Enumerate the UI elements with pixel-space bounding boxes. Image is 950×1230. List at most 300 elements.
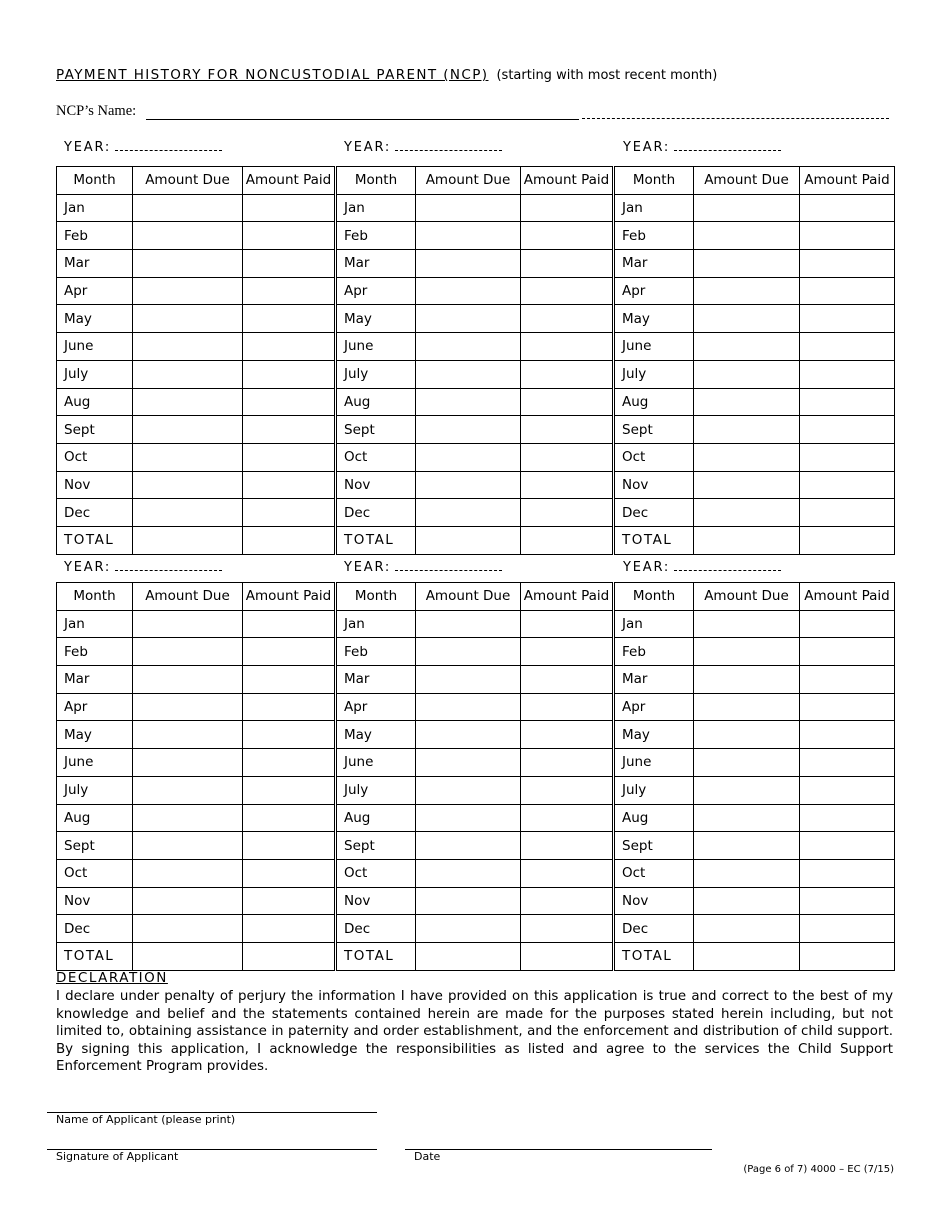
payment-table-2 — [56, 582, 895, 971]
month-cell: June — [57, 749, 133, 777]
amount-due-cell[interactable] — [416, 610, 521, 638]
total-paid-cell[interactable] — [243, 942, 336, 970]
amount-paid-cell[interactable] — [521, 443, 614, 471]
amount-paid-cell[interactable] — [243, 333, 336, 361]
table-row — [57, 443, 895, 471]
amount-due-cell[interactable] — [694, 887, 800, 915]
amount-due-cell[interactable] — [133, 666, 243, 694]
month-cell: Jan — [614, 610, 694, 638]
month-cell: Sept — [614, 416, 694, 444]
amount-paid-cell[interactable] — [243, 859, 336, 887]
year-label: YEAR: — [623, 560, 671, 575]
month-cell: July — [336, 360, 416, 388]
amount-paid-cell[interactable] — [521, 499, 614, 527]
month-cell: July — [57, 776, 133, 804]
amount-paid-cell[interactable] — [800, 859, 895, 887]
amount-due-cell[interactable] — [416, 250, 521, 278]
month-cell: Apr — [336, 277, 416, 305]
amount-due-cell[interactable] — [133, 305, 243, 333]
amount-paid-cell[interactable] — [800, 388, 895, 416]
amount-paid-cell[interactable] — [800, 416, 895, 444]
amount-paid-cell[interactable] — [521, 194, 614, 222]
amount-due-cell[interactable] — [694, 749, 800, 777]
amount-paid-cell[interactable] — [243, 416, 336, 444]
amount-due-cell[interactable] — [694, 638, 800, 666]
table-row — [57, 610, 895, 638]
month-cell: Mar — [336, 666, 416, 694]
month-cell: Mar — [614, 250, 694, 278]
amount-paid-cell[interactable] — [800, 776, 895, 804]
amount-due-cell[interactable] — [694, 693, 800, 721]
amount-paid-cell[interactable] — [243, 887, 336, 915]
amount-paid-cell[interactable] — [800, 222, 895, 250]
amount-due-cell[interactable] — [416, 832, 521, 860]
year-field-1[interactable] — [64, 140, 222, 155]
month-cell: May — [614, 305, 694, 333]
amount-due-cell[interactable] — [694, 666, 800, 694]
amount-paid-cell[interactable] — [243, 693, 336, 721]
amount-paid-column-header: Amount Paid — [243, 167, 336, 195]
year-field-3[interactable] — [623, 140, 781, 155]
amount-paid-cell[interactable] — [243, 499, 336, 527]
month-cell: Nov — [614, 887, 694, 915]
amount-paid-cell[interactable] — [800, 887, 895, 915]
month-column-header: Month — [57, 167, 133, 195]
amount-due-cell[interactable] — [416, 194, 521, 222]
month-cell: Oct — [614, 443, 694, 471]
amount-paid-cell[interactable] — [243, 832, 336, 860]
total-paid-cell[interactable] — [521, 526, 614, 554]
amount-paid-cell[interactable] — [521, 471, 614, 499]
total-label-cell: TOTAL — [336, 526, 416, 554]
amount-due-cell[interactable] — [416, 388, 521, 416]
amount-due-cell[interactable] — [694, 416, 800, 444]
month-cell: Apr — [57, 693, 133, 721]
table-row — [57, 638, 895, 666]
ncp-name-field[interactable] — [146, 119, 579, 120]
amount-due-cell[interactable] — [133, 333, 243, 361]
amount-paid-cell[interactable] — [521, 610, 614, 638]
month-cell: Mar — [57, 250, 133, 278]
payment-table-1 — [56, 166, 895, 555]
amount-due-cell[interactable] — [694, 721, 800, 749]
month-cell: Sept — [336, 416, 416, 444]
amount-due-cell[interactable] — [694, 194, 800, 222]
total-paid-cell[interactable] — [521, 942, 614, 970]
amount-due-cell[interactable] — [133, 610, 243, 638]
amount-paid-cell[interactable] — [800, 194, 895, 222]
amount-paid-cell[interactable] — [800, 360, 895, 388]
month-cell: May — [336, 305, 416, 333]
amount-due-cell[interactable] — [133, 443, 243, 471]
year-blank[interactable] — [674, 561, 781, 571]
amount-due-cell[interactable] — [133, 693, 243, 721]
amount-due-cell[interactable] — [694, 915, 800, 943]
amount-paid-cell[interactable] — [800, 638, 895, 666]
month-column-header: Month — [614, 167, 694, 195]
month-cell: Mar — [57, 666, 133, 694]
amount-paid-cell[interactable] — [243, 250, 336, 278]
amount-paid-cell[interactable] — [243, 721, 336, 749]
month-cell: Oct — [57, 443, 133, 471]
amount-paid-cell[interactable] — [521, 915, 614, 943]
amount-due-cell[interactable] — [694, 859, 800, 887]
amount-due-cell[interactable] — [133, 416, 243, 444]
amount-paid-cell[interactable] — [521, 638, 614, 666]
amount-due-cell[interactable] — [694, 499, 800, 527]
amount-paid-cell[interactable] — [521, 693, 614, 721]
amount-paid-cell[interactable] — [521, 832, 614, 860]
amount-paid-cell[interactable] — [521, 887, 614, 915]
table-row — [57, 693, 895, 721]
amount-paid-cell[interactable] — [800, 832, 895, 860]
amount-paid-cell[interactable] — [521, 333, 614, 361]
amount-paid-cell[interactable] — [243, 388, 336, 416]
date-line[interactable] — [405, 1149, 712, 1150]
month-cell: Mar — [336, 250, 416, 278]
amount-paid-cell[interactable] — [243, 610, 336, 638]
year-blank[interactable] — [115, 561, 222, 571]
amount-due-cell[interactable] — [416, 666, 521, 694]
amount-due-cell[interactable] — [133, 804, 243, 832]
month-cell: Feb — [336, 222, 416, 250]
year-blank[interactable] — [674, 141, 781, 151]
total-label-cell: TOTAL — [336, 942, 416, 970]
amount-paid-cell[interactable] — [521, 305, 614, 333]
month-column-header: Month — [57, 583, 133, 611]
amount-paid-cell[interactable] — [800, 277, 895, 305]
amount-due-cell[interactable] — [416, 443, 521, 471]
month-cell: Jan — [57, 194, 133, 222]
amount-paid-cell[interactable] — [243, 360, 336, 388]
month-cell: May — [614, 721, 694, 749]
amount-due-cell[interactable] — [694, 443, 800, 471]
month-cell: Aug — [336, 804, 416, 832]
month-column-header: Month — [336, 583, 416, 611]
amount-paid-cell[interactable] — [800, 499, 895, 527]
month-cell: Feb — [57, 222, 133, 250]
amount-due-cell[interactable] — [416, 305, 521, 333]
month-cell: Feb — [614, 638, 694, 666]
month-cell: Aug — [57, 388, 133, 416]
month-cell: June — [336, 333, 416, 361]
amount-due-cell[interactable] — [416, 804, 521, 832]
amount-paid-cell[interactable] — [521, 250, 614, 278]
amount-due-column-header: Amount Due — [416, 167, 521, 195]
amount-due-cell[interactable] — [694, 250, 800, 278]
total-row — [57, 526, 895, 554]
amount-due-cell[interactable] — [694, 804, 800, 832]
table-row — [57, 333, 895, 361]
amount-paid-cell[interactable] — [800, 666, 895, 694]
amount-paid-cell[interactable] — [800, 915, 895, 943]
month-cell: June — [614, 333, 694, 361]
month-cell: Aug — [614, 804, 694, 832]
year-blank[interactable] — [395, 141, 502, 151]
total-row — [57, 942, 895, 970]
amount-paid-column-header: Amount Paid — [521, 167, 614, 195]
table-row — [57, 776, 895, 804]
amount-due-cell[interactable] — [416, 721, 521, 749]
table-row — [57, 666, 895, 694]
amount-due-cell[interactable] — [133, 832, 243, 860]
amount-paid-cell[interactable] — [800, 250, 895, 278]
amount-due-cell[interactable] — [133, 721, 243, 749]
date-label: Date — [414, 1150, 441, 1163]
amount-due-cell[interactable] — [416, 915, 521, 943]
amount-paid-cell[interactable] — [243, 804, 336, 832]
amount-due-cell[interactable] — [416, 638, 521, 666]
amount-paid-cell[interactable] — [800, 804, 895, 832]
month-cell: Nov — [57, 887, 133, 915]
form-title: PAYMENT HISTORY FOR NONCUSTODIAL PARENT (NCP) — [56, 67, 489, 83]
amount-paid-cell[interactable] — [243, 638, 336, 666]
amount-due-cell[interactable] — [694, 388, 800, 416]
total-label-cell: TOTAL — [614, 942, 694, 970]
total-paid-cell[interactable] — [800, 942, 895, 970]
month-cell: Aug — [336, 388, 416, 416]
table-row — [57, 721, 895, 749]
amount-paid-cell[interactable] — [521, 859, 614, 887]
amount-due-cell[interactable] — [416, 333, 521, 361]
signature-label: Signature of Applicant — [56, 1150, 179, 1163]
table-row — [57, 471, 895, 499]
amount-paid-cell[interactable] — [521, 749, 614, 777]
month-cell: Feb — [614, 222, 694, 250]
form-subtitle: (starting with most recent month) — [496, 68, 718, 83]
month-cell: May — [336, 721, 416, 749]
amount-paid-cell[interactable] — [521, 388, 614, 416]
year-blank[interactable] — [395, 561, 502, 571]
total-paid-cell[interactable] — [800, 526, 895, 554]
amount-paid-column-header: Amount Paid — [521, 583, 614, 611]
amount-due-cell[interactable] — [416, 416, 521, 444]
amount-due-cell[interactable] — [416, 471, 521, 499]
month-cell: Dec — [614, 915, 694, 943]
declaration-heading: DECLARATION — [56, 970, 168, 986]
table-row — [57, 915, 895, 943]
year-label: YEAR: — [344, 560, 392, 575]
amount-paid-cell[interactable] — [800, 610, 895, 638]
month-cell: Nov — [336, 471, 416, 499]
amount-due-cell[interactable] — [694, 776, 800, 804]
table-row — [57, 887, 895, 915]
month-cell: Oct — [57, 859, 133, 887]
amount-due-column-header: Amount Due — [133, 583, 243, 611]
month-cell: Jan — [614, 194, 694, 222]
amount-due-cell[interactable] — [416, 693, 521, 721]
table-row — [57, 416, 895, 444]
year-field-4[interactable] — [64, 560, 222, 575]
month-cell: Sept — [336, 832, 416, 860]
amount-paid-cell[interactable] — [800, 693, 895, 721]
table-row — [57, 859, 895, 887]
month-cell: Oct — [336, 443, 416, 471]
year-blank[interactable] — [115, 141, 222, 151]
month-cell: May — [57, 721, 133, 749]
amount-paid-cell[interactable] — [800, 443, 895, 471]
month-cell: Feb — [336, 638, 416, 666]
amount-due-cell[interactable] — [133, 194, 243, 222]
total-due-cell[interactable] — [133, 526, 243, 554]
total-label-cell: TOTAL — [614, 526, 694, 554]
amount-paid-cell[interactable] — [243, 471, 336, 499]
amount-due-cell[interactable] — [416, 776, 521, 804]
amount-paid-cell[interactable] — [521, 666, 614, 694]
table-header-row — [57, 167, 895, 195]
amount-paid-cell[interactable] — [521, 721, 614, 749]
month-cell: June — [614, 749, 694, 777]
month-cell: Aug — [57, 804, 133, 832]
year-field-6[interactable] — [623, 560, 781, 575]
amount-due-cell[interactable] — [133, 471, 243, 499]
amount-due-cell[interactable] — [133, 360, 243, 388]
amount-due-cell[interactable] — [694, 360, 800, 388]
amount-paid-cell[interactable] — [243, 749, 336, 777]
amount-due-cell[interactable] — [133, 776, 243, 804]
year-label: YEAR: — [64, 140, 112, 155]
amount-due-cell[interactable] — [133, 222, 243, 250]
total-paid-cell[interactable] — [243, 526, 336, 554]
month-cell: June — [57, 333, 133, 361]
amount-due-cell[interactable] — [133, 749, 243, 777]
month-cell: Dec — [336, 915, 416, 943]
year-field-2[interactable] — [344, 140, 502, 155]
month-cell: June — [336, 749, 416, 777]
amount-due-cell[interactable] — [694, 610, 800, 638]
amount-paid-cell[interactable] — [800, 749, 895, 777]
amount-due-cell[interactable] — [133, 859, 243, 887]
amount-paid-cell[interactable] — [521, 277, 614, 305]
amount-paid-column-header: Amount Paid — [243, 583, 336, 611]
amount-due-cell[interactable] — [416, 749, 521, 777]
amount-paid-cell[interactable] — [243, 915, 336, 943]
page-footer: (Page 6 of 7) 4000 – EC (7/15) — [743, 1164, 894, 1175]
amount-due-cell[interactable] — [133, 499, 243, 527]
ncp-name-field-dashed[interactable] — [582, 118, 889, 119]
total-due-cell[interactable] — [416, 526, 521, 554]
amount-due-cell[interactable] — [416, 222, 521, 250]
month-cell: Dec — [336, 499, 416, 527]
amount-due-cell[interactable] — [416, 887, 521, 915]
month-cell: Sept — [57, 832, 133, 860]
ncp-name-label: NCP’s Name: — [56, 103, 137, 119]
table-row — [57, 388, 895, 416]
month-cell: Nov — [57, 471, 133, 499]
total-due-cell[interactable] — [694, 526, 800, 554]
amount-due-column-header: Amount Due — [694, 583, 800, 611]
applicant-name-label: Name of Applicant (please print) — [56, 1113, 236, 1126]
amount-paid-cell[interactable] — [243, 222, 336, 250]
table-row — [57, 360, 895, 388]
month-cell: July — [336, 776, 416, 804]
table-row — [57, 222, 895, 250]
amount-paid-cell[interactable] — [243, 194, 336, 222]
amount-due-cell[interactable] — [694, 471, 800, 499]
month-cell: Sept — [57, 416, 133, 444]
amount-paid-cell[interactable] — [521, 222, 614, 250]
amount-due-column-header: Amount Due — [416, 583, 521, 611]
month-cell: Dec — [57, 499, 133, 527]
total-due-cell[interactable] — [694, 942, 800, 970]
year-field-5[interactable] — [344, 560, 502, 575]
amount-paid-cell[interactable] — [243, 776, 336, 804]
month-column-header: Month — [336, 167, 416, 195]
amount-due-cell[interactable] — [694, 832, 800, 860]
month-cell: Feb — [57, 638, 133, 666]
month-cell: Apr — [614, 693, 694, 721]
table-row — [57, 804, 895, 832]
amount-due-cell[interactable] — [416, 360, 521, 388]
total-due-cell[interactable] — [416, 942, 521, 970]
amount-due-cell[interactable] — [416, 277, 521, 305]
declaration-text: I declare under penalty of perjury the information I have provided on this application is true and correct to the best of my knowledge and belief and the statements contained herein are made for the purposes stated herein including, but not limited to, obtaining assistance in paternity and order establishment, and the enforcement and distribution of child support. By signing this application, I acknowledge the responsibilities as listed and agree to the services the Child Support Enforcement Program provides. — [56, 989, 893, 1075]
month-cell: Oct — [614, 859, 694, 887]
amount-due-cell[interactable] — [133, 388, 243, 416]
month-cell: Apr — [336, 693, 416, 721]
amount-due-cell[interactable] — [694, 305, 800, 333]
table-row — [57, 749, 895, 777]
amount-paid-cell[interactable] — [521, 416, 614, 444]
amount-paid-cell[interactable] — [800, 721, 895, 749]
amount-due-cell[interactable] — [694, 333, 800, 361]
month-cell: Apr — [57, 277, 133, 305]
amount-paid-cell[interactable] — [243, 443, 336, 471]
year-label: YEAR: — [623, 140, 671, 155]
amount-paid-cell[interactable] — [243, 277, 336, 305]
amount-due-cell[interactable] — [133, 250, 243, 278]
month-cell: May — [57, 305, 133, 333]
amount-paid-cell[interactable] — [243, 666, 336, 694]
amount-due-cell[interactable] — [133, 638, 243, 666]
month-cell: Nov — [336, 887, 416, 915]
amount-paid-cell[interactable] — [521, 804, 614, 832]
amount-paid-cell[interactable] — [800, 305, 895, 333]
table-row — [57, 832, 895, 860]
table-row — [57, 250, 895, 278]
table-row — [57, 305, 895, 333]
total-label-cell: TOTAL — [57, 526, 133, 554]
amount-paid-cell[interactable] — [521, 776, 614, 804]
amount-due-cell[interactable] — [133, 277, 243, 305]
month-cell: July — [614, 360, 694, 388]
amount-paid-cell[interactable] — [521, 360, 614, 388]
month-cell: Oct — [336, 859, 416, 887]
month-cell: Dec — [57, 915, 133, 943]
amount-due-cell[interactable] — [416, 499, 521, 527]
table-row — [57, 194, 895, 222]
total-due-cell[interactable] — [133, 942, 243, 970]
month-cell: Nov — [614, 471, 694, 499]
amount-paid-column-header: Amount Paid — [800, 583, 895, 611]
table-header-row — [57, 583, 895, 611]
month-cell: Aug — [614, 388, 694, 416]
month-cell: Apr — [614, 277, 694, 305]
amount-due-cell[interactable] — [694, 277, 800, 305]
amount-due-cell[interactable] — [416, 859, 521, 887]
amount-due-cell[interactable] — [694, 222, 800, 250]
month-cell: Dec — [614, 499, 694, 527]
amount-due-cell[interactable] — [133, 915, 243, 943]
amount-paid-column-header: Amount Paid — [800, 167, 895, 195]
amount-paid-cell[interactable] — [243, 305, 336, 333]
amount-paid-cell[interactable] — [800, 333, 895, 361]
month-cell: July — [57, 360, 133, 388]
amount-due-cell[interactable] — [133, 887, 243, 915]
amount-paid-cell[interactable] — [800, 471, 895, 499]
month-column-header: Month — [614, 583, 694, 611]
month-cell: Mar — [614, 666, 694, 694]
